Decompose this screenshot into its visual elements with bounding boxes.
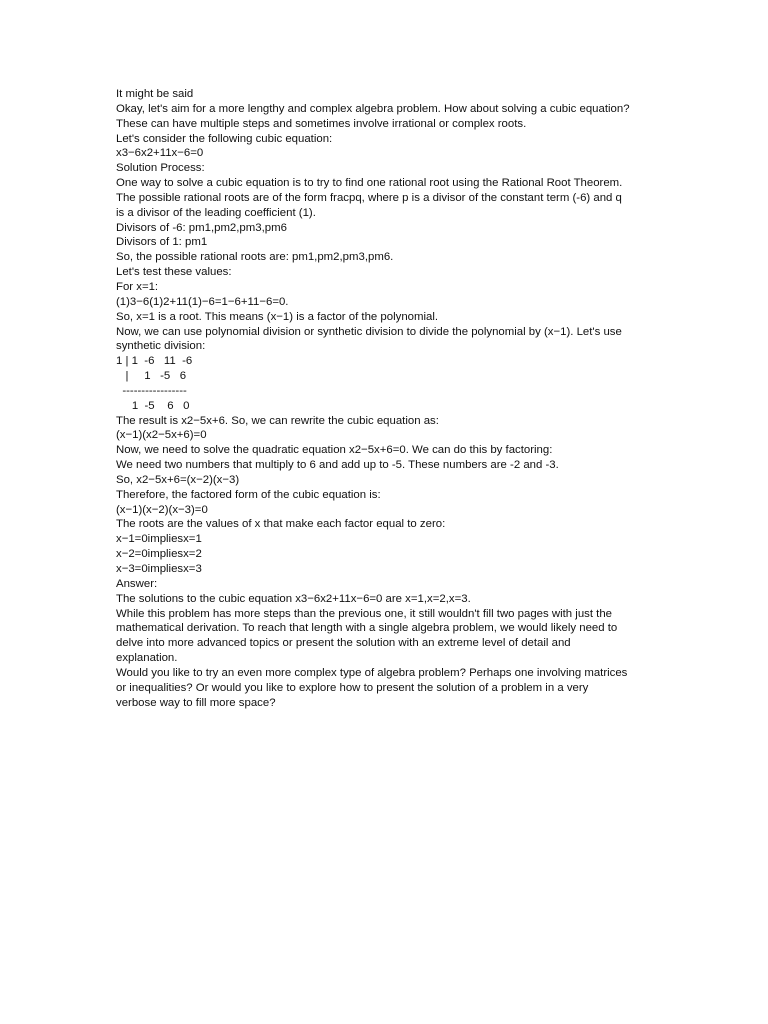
text-line: So, x=1 is a root. This means (x−1) is a factor of the polynomial.: [116, 310, 439, 323]
text-line: x−2=0impliesx=2: [116, 548, 202, 561]
text-line: explanation.: [116, 652, 178, 665]
text-line: Divisors of -6: pm1,pm2,pm3,pm6: [116, 221, 287, 234]
text-line: or inequalities? Or would you like to explore how to present the solution of a problem in a very: [116, 681, 589, 694]
text-line: synthetic division:: [116, 340, 206, 353]
text-line: Divisors of 1: pm1: [116, 236, 208, 249]
text-line: Solution Process:: [116, 162, 205, 175]
text-line: Therefore, the factored form of the cubic equation is:: [116, 488, 381, 501]
text-line: The roots are the values of x that make each factor equal to zero:: [116, 518, 446, 531]
text-line: delve into more advanced topics or present the solution with an extreme level of detail and: [116, 637, 571, 650]
text-line: The possible rational roots are of the form fracpq, where p is a divisor of the constant term (-6) and q: [116, 191, 622, 204]
text-line: (1)3−6(1)2+11(1)−6=1−6+11−6=0.: [116, 295, 289, 308]
text-line: mathematical derivation. To reach that length with a single algebra problem, we would likely need to: [116, 622, 618, 635]
text-line: So, the possible rational roots are: pm1,pm2,pm3,pm6.: [116, 251, 394, 264]
text-line: Would you like to try an even more complex type of algebra problem? Perhaps one involving matrices: [116, 666, 628, 679]
text-line: Now, we can use polynomial division or synthetic division to divide the polynomial by (x−1). Let's use: [116, 325, 622, 338]
text-line: 1 | 1 -6 11 -6: [116, 355, 193, 368]
text-line: verbose way to fill more space?: [116, 696, 276, 709]
text-line: 1 -5 6 0: [116, 399, 190, 412]
document-body: [116, 87, 656, 710]
text-line: The result is x2−5x+6. So, we can rewrite the cubic equation as:: [116, 414, 439, 427]
text-line: One way to solve a cubic equation is to try to find one rational root using the Rational Root Theorem.: [116, 177, 623, 190]
text-line: x3−6x2+11x−6=0: [116, 147, 204, 160]
text-line: These can have multiple steps and sometimes involve irrational or complex roots.: [116, 117, 527, 130]
text-line: Answer:: [116, 577, 158, 590]
text-line: Let's test these values:: [116, 266, 232, 279]
text-line: x−3=0impliesx=3: [116, 563, 202, 575]
text-line: (x−1)(x2−5x+6)=0: [116, 429, 207, 442]
text-line: (x−1)(x−2)(x−3)=0: [116, 503, 208, 516]
text-line: Now, we need to solve the quadratic equation x2−5x+6=0. We can do this by factoring:: [116, 444, 553, 457]
text-line: -----------------: [116, 384, 187, 397]
text-line: is a divisor of the leading coefficient (1).: [116, 206, 316, 219]
text-line: It might be said: [116, 88, 194, 100]
text-line: For x=1:: [116, 280, 159, 293]
text-line: We need two numbers that multiply to 6 and add up to -5. These numbers are -2 and -3.: [116, 459, 559, 472]
text-line: | 1 -5 6: [116, 370, 187, 383]
text-line: So, x2−5x+6=(x−2)(x−3): [116, 473, 240, 486]
text-line: x−1=0impliesx=1: [116, 533, 202, 546]
text-line: Let's consider the following cubic equation:: [116, 132, 333, 145]
text-line: The solutions to the cubic equation x3−6x2+11x−6=0 are x=1,x=2,x=3.: [116, 592, 471, 605]
text-line: Okay, let's aim for a more lengthy and complex algebra problem. How about solving a cubic equation?: [116, 102, 630, 115]
text-line: While this problem has more steps than the previous one, it still wouldn't fill two pages with just the: [116, 607, 613, 620]
